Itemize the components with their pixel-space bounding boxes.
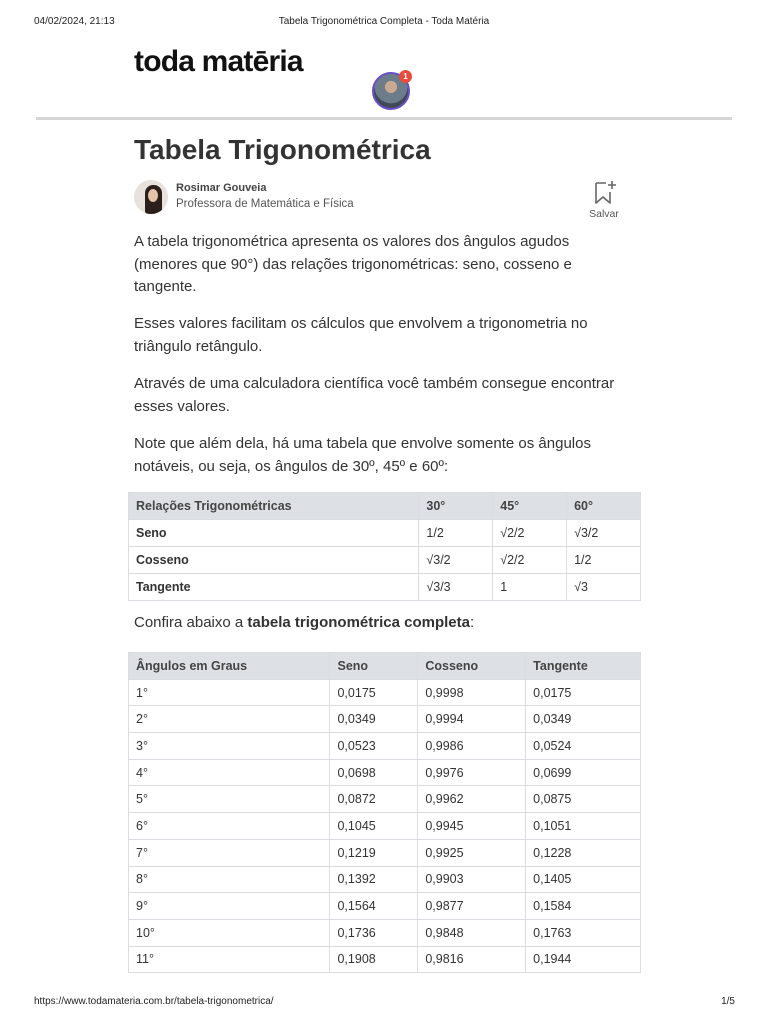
paragraph-3: Através de uma calculadora científica você também consegue encontrar esses valores. — [134, 375, 615, 415]
print-date: 04/02/2024, 21:13 — [34, 16, 115, 27]
table-row — [129, 733, 641, 760]
table-cell: 0,1584 — [526, 893, 641, 920]
table-cell: Tangente — [129, 574, 419, 601]
table-cell: √3/3 — [419, 574, 493, 601]
table-cell: 0,0698 — [330, 759, 418, 786]
table-cell: 0,9816 — [418, 946, 526, 973]
table-cell: 0,9976 — [418, 759, 526, 786]
table-cell: 0,0875 — [526, 786, 641, 813]
table-row — [129, 946, 641, 973]
table-cell: 0,0872 — [330, 786, 418, 813]
table-cell: √2/2 — [493, 520, 567, 547]
table-cell: 0,9903 — [418, 866, 526, 893]
table-header-cell: 45° — [493, 493, 567, 520]
table-row — [129, 839, 641, 866]
table-header-row — [129, 653, 641, 680]
table-row — [129, 919, 641, 946]
table-cell: 0,9962 — [418, 786, 526, 813]
table-cell: 0,1051 — [526, 813, 641, 840]
table-cell: 0,0175 — [526, 679, 641, 706]
table-cell: 4° — [129, 759, 330, 786]
table-cell: √3/2 — [567, 520, 641, 547]
table-cell: Seno — [129, 520, 419, 547]
table-cell: 0,1564 — [330, 893, 418, 920]
table-row — [129, 574, 641, 601]
table-cell: 1° — [129, 679, 330, 706]
page-title: Tabela Trigonométrica — [134, 134, 431, 165]
table-cell: 0,1228 — [526, 839, 641, 866]
author-avatar[interactable] — [134, 180, 168, 214]
confira-text — [134, 614, 474, 631]
table-row — [129, 547, 641, 574]
bookmark-add-icon — [593, 180, 617, 206]
paragraph-4: Note que além dela, há uma tabela que envolve somente os ângulos notáveis, ou seja, os ângulos de 30º, 45º e 60º: — [134, 435, 591, 475]
table-cell: 5° — [129, 786, 330, 813]
table-cell: 1 — [493, 574, 567, 601]
table-cell: 3° — [129, 733, 330, 760]
table-row — [129, 679, 641, 706]
table-cell: 0,1219 — [330, 839, 418, 866]
table-cell: 0,1908 — [330, 946, 418, 973]
site-logo[interactable]: toda matēria — [134, 45, 303, 78]
table-cell: 0,0524 — [526, 733, 641, 760]
table-row — [129, 813, 641, 840]
table-cell: 0,1736 — [330, 919, 418, 946]
table-cell: 0,9994 — [418, 706, 526, 733]
table-cell: 0,9986 — [418, 733, 526, 760]
table-cell: 0,1045 — [330, 813, 418, 840]
table-cell: 10° — [129, 919, 330, 946]
table-header-row — [129, 493, 641, 520]
table-header-cell: Seno — [330, 653, 418, 680]
table-cell: 0,9925 — [418, 839, 526, 866]
table-cell: √2/2 — [493, 547, 567, 574]
table-row — [129, 706, 641, 733]
confira-bold: tabela trigonométrica completa — [247, 614, 470, 631]
table-row — [129, 759, 641, 786]
confira-prefix: Confira abaixo a — [134, 614, 248, 631]
trig-table — [128, 652, 641, 973]
table-header-cell: Relações Trigonométricas — [129, 493, 419, 520]
table-cell: 11° — [129, 946, 330, 973]
table-cell: 9° — [129, 893, 330, 920]
print-title: Tabela Trigonométrica Completa - Toda Matéria — [278, 16, 490, 27]
save-button[interactable] — [584, 180, 624, 222]
table-cell: 0,0349 — [330, 706, 418, 733]
author-face — [148, 189, 158, 202]
table-cell: 0,1763 — [526, 919, 641, 946]
table-header-cell: Ângulos em Graus — [129, 653, 330, 680]
table-cell: 8° — [129, 866, 330, 893]
table-row — [129, 786, 641, 813]
table-cell: 0,0699 — [526, 759, 641, 786]
table-cell: 0,1392 — [330, 866, 418, 893]
table-cell: 7° — [129, 839, 330, 866]
table-header-cell: 60° — [567, 493, 641, 520]
paragraph-2: Esses valores facilitam os cálculos que envolvem a trigonometria no triângulo retângulo. — [134, 315, 588, 355]
table-cell: 2° — [129, 706, 330, 733]
table-cell: 0,9998 — [418, 679, 526, 706]
notable-angles-table — [128, 492, 641, 601]
table-cell: √3/2 — [419, 547, 493, 574]
table-header-cell: 30° — [419, 493, 493, 520]
table-cell: Cosseno — [129, 547, 419, 574]
header-divider — [36, 117, 732, 120]
table-cell: 0,9877 — [418, 893, 526, 920]
table-row — [129, 520, 641, 547]
table-cell: 0,1944 — [526, 946, 641, 973]
notification-badge: 1 — [399, 70, 412, 83]
print-page-number: 1/5 — [721, 996, 735, 1007]
intro-paragraph: A tabela trigonométrica apresenta os valores dos ângulos agudos (menores que 90°) das relações trigonométricas: seno, cosseno e tangente. — [134, 233, 572, 295]
table-cell: 6° — [129, 813, 330, 840]
table-header-cell: Tangente — [526, 653, 641, 680]
table-cell: 0,0349 — [526, 706, 641, 733]
table-cell: 0,9848 — [418, 919, 526, 946]
table-cell: 0,0175 — [330, 679, 418, 706]
table-cell: 0,9945 — [418, 813, 526, 840]
table-row — [129, 893, 641, 920]
table-cell: 0,1405 — [526, 866, 641, 893]
table-cell: 1/2 — [567, 547, 641, 574]
print-url: https://www.todamateria.com.br/tabela-trigonometrica/ — [34, 996, 274, 1007]
table-cell: 0,0523 — [330, 733, 418, 760]
confira-suffix: : — [469, 614, 475, 631]
author-role: Professora de Matemática e Física — [176, 198, 354, 210]
table-header-cell: Cosseno — [418, 653, 526, 680]
table-cell: 1/2 — [419, 520, 493, 547]
table-row — [129, 866, 641, 893]
save-label: Salvar — [589, 208, 619, 220]
table-cell: √3 — [567, 574, 641, 601]
author-name[interactable]: Rosimar Gouveia — [176, 182, 267, 194]
